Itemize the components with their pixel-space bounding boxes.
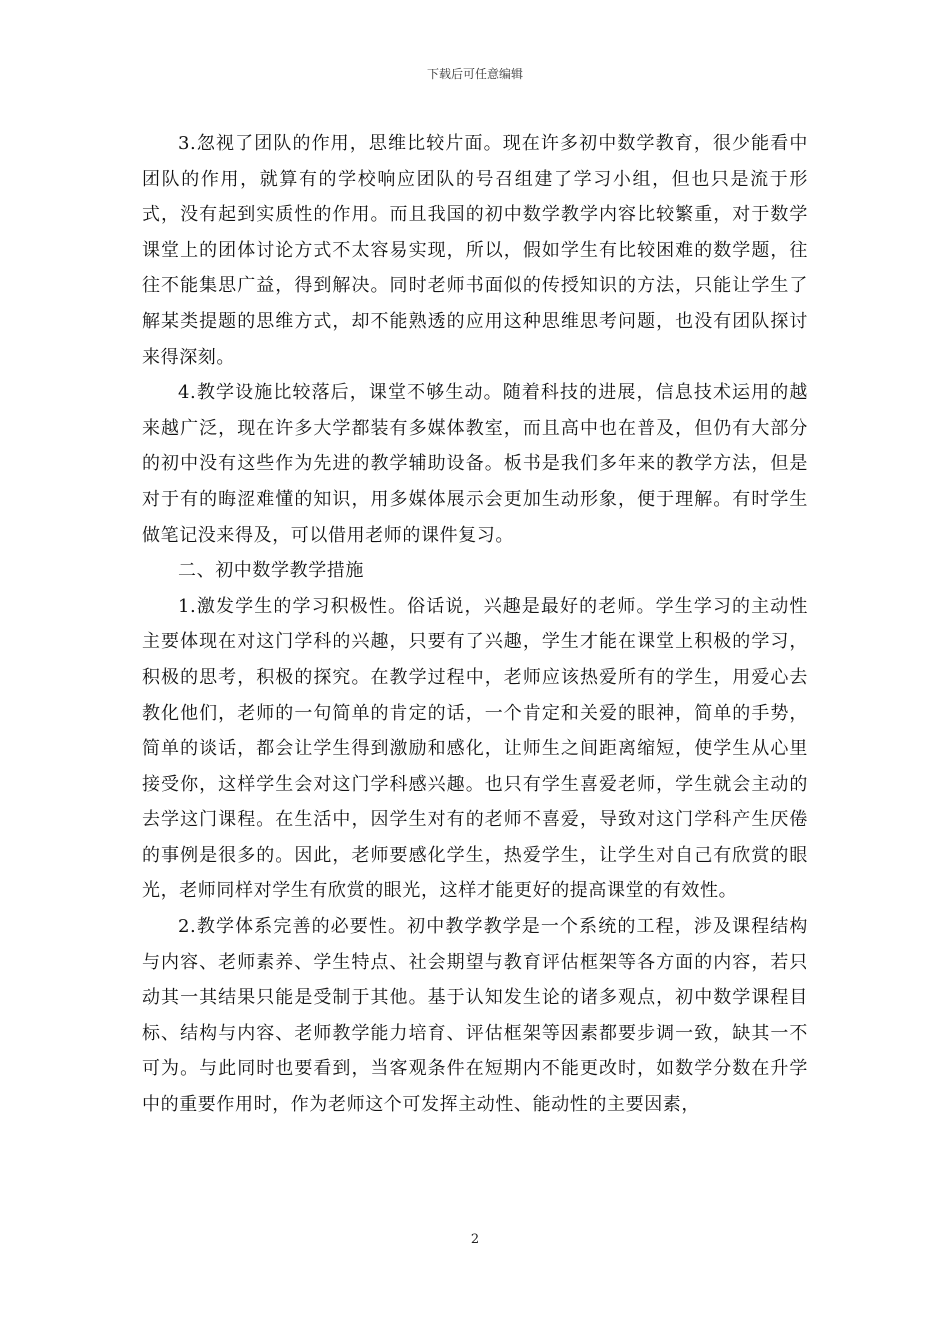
paragraph-point-4: 4.教学设施比较落后，课堂不够生动。随着科技的进展，信息技术运用的越来越广泛，现在许多大学都装有多媒体教室，而且高中也在普及，但仍有大部分的初中没有这些作为先进的教学辅助设备。板书是我们多年来的教学方法，但是对于有的晦涩难懂的知识，用多媒体展示会更加生动形象，便于理解。有时学生做笔记没来得及，可以借用老师的课件复习。 <box>142 382 808 546</box>
header-note: 下载后可任意编辑 <box>426 67 523 81</box>
page-number: 2 <box>470 1232 480 1247</box>
section-heading: 二、初中数学教学措施 <box>178 560 364 582</box>
body-content <box>142 126 808 1123</box>
paragraph-measure-1: 1.激发学生的学习积极性。俗话说，兴趣是最好的老师。学生学习的主动性主要体现在对这门学科的兴趣，只要有了兴趣，学生才能在课堂上积极的学习，积极的思考，积极的探究。在教学过程中，老师应该热爱所有的学生，用爱心去教化他们，老师的一句简单的肯定的话，一个肯定和关爱的眼神，简单的手势，简单的谈话，都会让学生得到激励和感化，让师生之间距离缩短，使学生从心里接受你，这样学生会对这门学科感兴趣。也只有学生喜爱老师，学生就会主动的去学这门课程。在生活中，因学生对有的老师不喜爱，导致对这门学科产生厌倦的事例是很多的。因此，老师要感化学生，热爱学生，让学生对自己有欣赏的眼光，老师同样对学生有欣赏的眼光，这样才能更好的提高课堂的有效性。 <box>142 595 808 902</box>
paragraph-point-3: 3.忽视了团队的作用，思维比较片面。现在许多初中数学教育，很少能看中团队的作用，就算有的学校响应团队的号召组建了学习小组，但也只是流于形式，没有起到实质性的作用。而且我国的初中数学教学内容比较繁重，对于数学课堂上的团体讨论方式不太容易实现，所以，假如学生有比较困难的数学题，往往不能集思广益，得到解决。同时老师书面似的传授知识的方法，只能让学生了解某类提题的思维方式，却不能熟透的应用这种思维思考问题，也没有团队探讨来得深刻。 <box>142 133 808 368</box>
paragraph-measure-2: 2.教学体系完善的必要性。初中教学教学是一个系统的工程，涉及课程结构与内容、老师素养、学生特点、社会期望与教育评估框架等各方面的内容，若只动其一其结果只能是受制于其他。基于认知发生论的诸多观点，初中数学课程目标、结构与内容、老师教学能力培育、评估框架等因素都要步调一致，缺其一不可为。与此同时也要看到，当客观条件在短期内不能更改时，如数学分数在升学中的重要作用时，作为老师这个可发挥主动性、能动性的主要因素， <box>142 916 808 1116</box>
